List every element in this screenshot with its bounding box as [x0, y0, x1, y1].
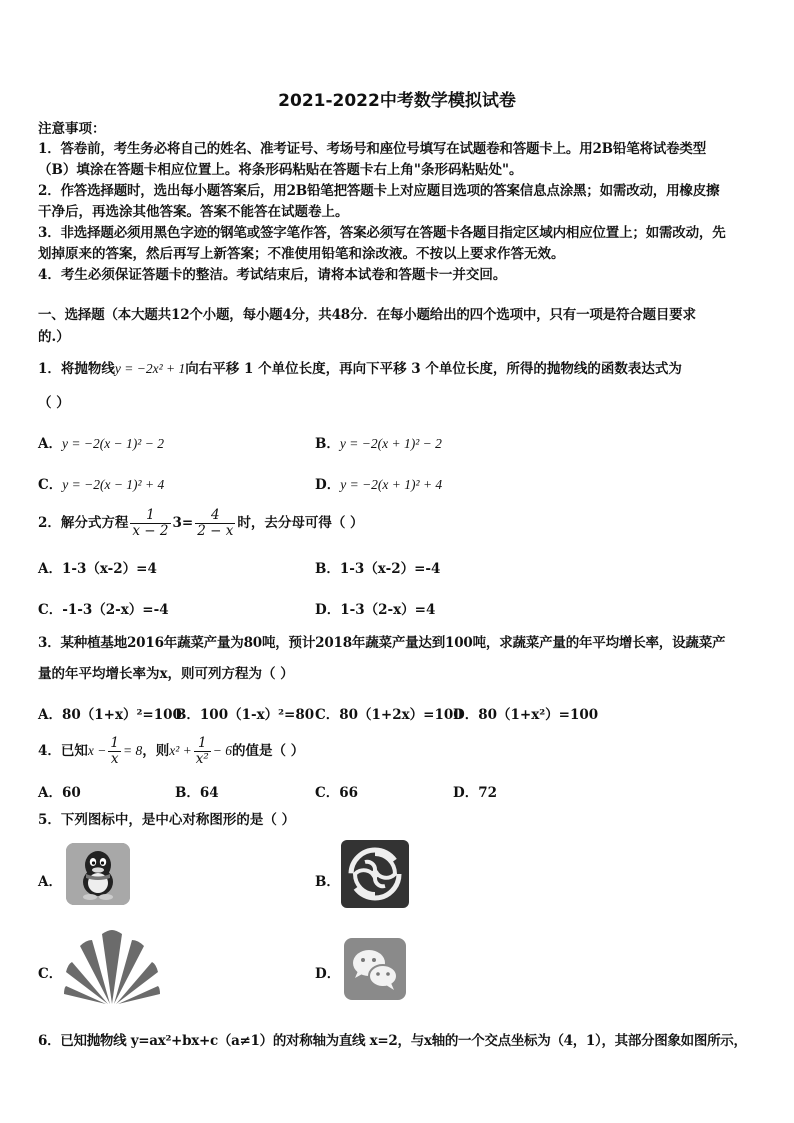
question-6-stem: 6．已知抛物线 y=ax²+bx+c（a≠1）的对称轴为直线 x=2，与x轴的一个交点坐标为（4，1），其部分图象如图所示，	[38, 1033, 747, 1049]
q2-fraction-2	[195, 508, 235, 539]
option-expr: y = −2(x + 1)² + 4	[340, 477, 443, 492]
q4-expr: x −	[87, 743, 107, 758]
q5-option-c-label[interactable]: C．	[38, 966, 63, 982]
q2-pre: 2．解分式方程	[38, 515, 129, 531]
chat-bubbles-icon[interactable]	[344, 938, 406, 1000]
question-1-stem	[38, 360, 682, 378]
q4-expr: − 6	[212, 743, 233, 758]
notice-line: 3．非选择题必须用黑色字迹的钢笔或签字笔作答，答案必须写在答题卡各题目指定区域内相应位置上；如需改动，先	[38, 225, 726, 241]
notice-line: 2．作答选择题时，选出每小题答案后，用2B铅笔把答题卡上对应题目选项的答案信息点涂黑；如需改动，用橡皮擦	[38, 183, 720, 199]
swirl-icon[interactable]	[341, 840, 405, 902]
q1-equation: y = −2x² + 1	[114, 361, 186, 376]
notice-line: 4．考生必须保证答题卡的整洁。考试结束后，请将本试卷和答题卡一并交回。	[38, 267, 507, 283]
section-heading-cont: 的.）	[38, 329, 70, 345]
q2-mid: 3=	[172, 515, 194, 531]
q1-option-b[interactable]	[315, 432, 442, 452]
notice-line: （B）填涂在答题卡相应位置上。将条形码粘贴在答题卡右上角"条形码粘贴处"。	[38, 162, 523, 178]
notice-line: 干净后，再选涂其他答案。答案不能答在试题卷上。	[38, 204, 349, 220]
q1-paren: （ ）	[38, 395, 70, 411]
question-3-stem: 3．某种植基地2016年蔬菜产量为80吨，预计2018年蔬菜产量达到100吨，求蔬菜产量的年平均增长率，设蔬菜产	[38, 635, 726, 651]
fraction-numerator: 4	[195, 508, 235, 524]
petal-logo-icon[interactable]	[62, 928, 162, 1006]
option-expr: y = −2(x − 1)² + 4	[62, 477, 165, 492]
q2-option-a[interactable]: A．1-3（x-2）=4	[38, 561, 157, 577]
question-2-stem	[38, 506, 364, 540]
q5-option-a-label[interactable]: A．	[38, 874, 62, 890]
q5-option-b-label[interactable]: B．	[315, 874, 340, 890]
question-4-stem	[38, 734, 304, 768]
page-title: 2021-2022中考数学模拟试卷	[278, 91, 516, 111]
fraction-denominator: x − 2	[132, 523, 169, 539]
q4-option-c[interactable]: C．66	[315, 785, 359, 801]
fraction-denominator: 2 − x	[197, 523, 234, 539]
q4-post: 的值是（ ）	[232, 743, 305, 759]
q2-fraction-1	[130, 508, 170, 539]
q4-expr: x² +	[169, 743, 192, 758]
fraction-denominator: x	[110, 751, 119, 767]
q1-option-d[interactable]	[315, 473, 442, 493]
q3-option-d[interactable]: D．80（1+x²）=100	[453, 707, 599, 723]
q4-expr: = 8	[122, 743, 143, 758]
q3-option-b[interactable]: B．100（1-x）²=80	[175, 707, 315, 723]
q4-option-d[interactable]: D．72	[453, 785, 497, 801]
question-3-stem-cont: 量的年平均增长率为x，则可列方程为（ ）	[38, 666, 294, 682]
fraction-denominator: x²	[195, 751, 209, 767]
fraction-numerator: 1	[110, 735, 119, 751]
notice-line: 1．答卷前，考生务必将自己的姓名、准考证号、考场号和座位号填写在试题卷和答题卡上。用2B铅笔将试卷类型	[38, 141, 706, 157]
section-heading: 一、选择题（本大题共12个小题，每小题4分，共48分．在每小题给出的四个选项中，只有一项是符合题目要求	[38, 307, 696, 323]
q4-fraction-2	[194, 736, 211, 767]
q3-option-a[interactable]: A．80（1+x）²=100	[38, 707, 182, 723]
q4-option-b[interactable]: B．64	[175, 785, 219, 801]
q2-option-b[interactable]: B．1-3（x-2）=-4	[315, 561, 441, 577]
q1-option-a[interactable]	[38, 432, 164, 452]
option-label: A．	[38, 436, 62, 452]
option-label: D．	[315, 477, 341, 493]
notice-line: 划掉原来的答案，然后再写上新答案；不准使用铅笔和涂改液。不按以上要求作答无效。	[38, 246, 565, 262]
question-5-stem: 5．下列图标中，是中心对称图形的是（ ）	[38, 812, 296, 828]
notice-heading: 注意事项：	[38, 121, 106, 137]
fraction-numerator: 1	[194, 736, 211, 752]
option-expr: y = −2(x − 1)² − 2	[61, 436, 164, 451]
q2-option-d[interactable]: D．1-3（2-x）=4	[315, 602, 436, 618]
q1-post: 向右平移 1 个单位长度，再向下平移 3 个单位长度，所得的抛物线的函数表达式为	[185, 361, 682, 377]
q4-pre: 4．已知	[38, 743, 88, 759]
q5-option-d-label[interactable]: D．	[315, 966, 341, 982]
q1-pre: 1．将抛物线	[38, 361, 115, 377]
q2-option-c[interactable]: C．-1-3（2-x）=-4	[38, 602, 169, 618]
q4-mid: ，则	[142, 743, 170, 759]
penguin-icon[interactable]	[66, 843, 130, 905]
q1-option-c[interactable]	[38, 473, 164, 493]
option-expr: y = −2(x + 1)² − 2	[339, 436, 442, 451]
q4-fraction-1	[108, 736, 121, 767]
q2-post: 时，去分母可得（ ）	[237, 515, 364, 531]
q3-option-c[interactable]: C．80（1+2x）=100	[315, 707, 463, 723]
option-label: C．	[38, 477, 63, 493]
fraction-numerator: 1	[130, 508, 170, 524]
q4-option-a[interactable]: A．60	[38, 785, 81, 801]
option-label: B．	[315, 436, 340, 452]
